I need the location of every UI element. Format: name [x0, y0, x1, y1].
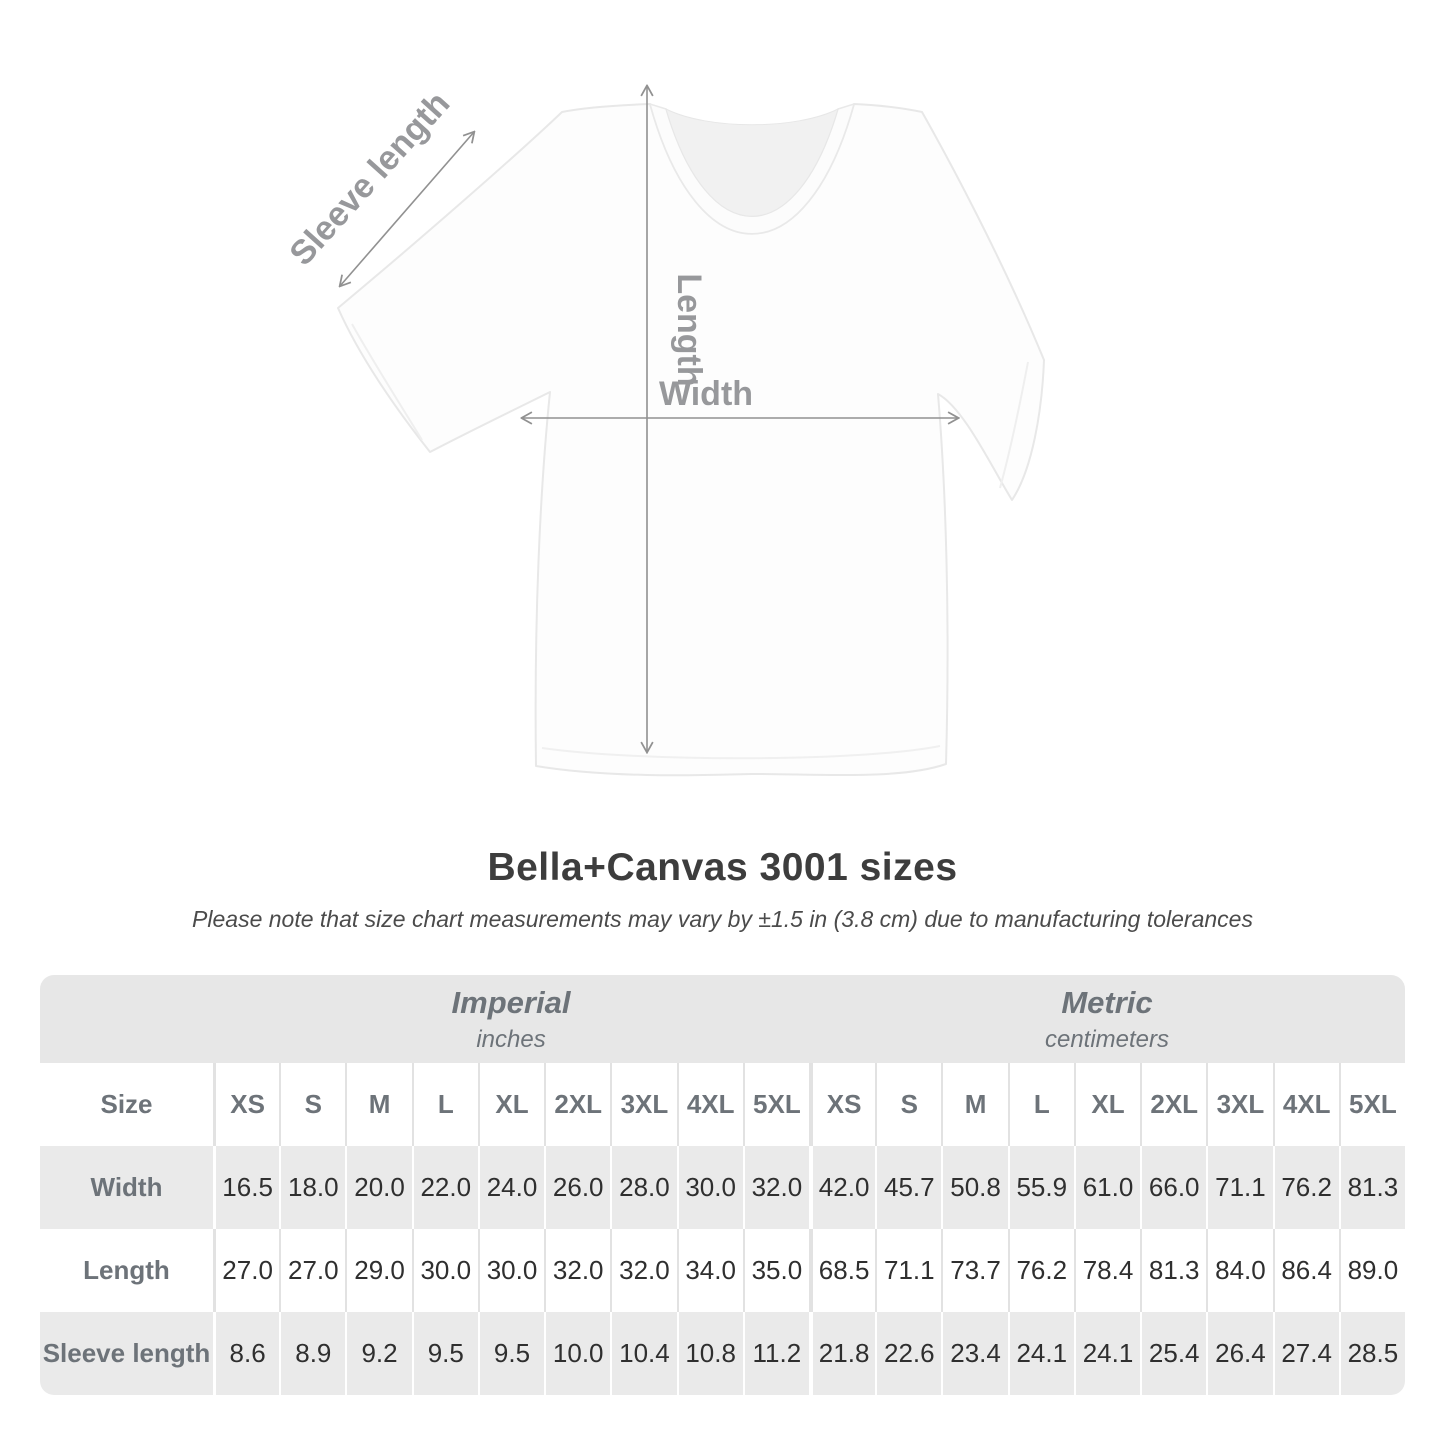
value-cell-metric: 84.0: [1206, 1229, 1272, 1312]
tshirt-graphic: [338, 104, 1044, 775]
size-col-header-imperial: XL: [478, 1063, 544, 1146]
value-cell-metric: 26.4: [1206, 1312, 1272, 1395]
value-cell-imperial: 27.0: [279, 1229, 345, 1312]
size-col-header-metric: S: [875, 1063, 941, 1146]
size-col-header-metric: 5XL: [1339, 1063, 1405, 1146]
unit-header-row: [40, 975, 1405, 1063]
size-col-header-imperial: M: [345, 1063, 411, 1146]
value-cell-imperial: 10.0: [544, 1312, 610, 1395]
size-col-header-imperial: 3XL: [610, 1063, 676, 1146]
tolerance-note: Please note that size chart measurements may vary by ±1.5 in (3.8 cm) due to manufacturing tolerances: [192, 906, 1253, 932]
value-cell-imperial: 27.0: [213, 1229, 279, 1312]
value-cell-imperial: 9.5: [412, 1312, 478, 1395]
value-cell-metric: 28.5: [1339, 1312, 1405, 1395]
title-block: [0, 846, 1445, 933]
page-title: Bella+Canvas 3001 sizes: [487, 846, 958, 889]
value-cell-imperial: 8.6: [213, 1312, 279, 1395]
sleeve-length-label: Sleeve length: [282, 84, 458, 273]
value-cell-metric: 45.7: [875, 1146, 941, 1229]
width-label: Width: [658, 375, 754, 413]
value-cell-imperial: 32.0: [544, 1229, 610, 1312]
value-cell-imperial: 20.0: [345, 1146, 411, 1229]
metric-title: Metric: [1061, 984, 1153, 1020]
value-cell-metric: 27.4: [1273, 1312, 1339, 1395]
value-cell-metric: 61.0: [1074, 1146, 1140, 1229]
size-col-header-metric: 4XL: [1273, 1063, 1339, 1146]
value-cell-metric: 89.0: [1339, 1229, 1405, 1312]
value-cell-metric: 81.3: [1140, 1229, 1206, 1312]
table-row-sizes: [40, 1063, 1405, 1146]
size-col-header-metric: XL: [1074, 1063, 1140, 1146]
value-cell-imperial: 30.0: [412, 1229, 478, 1312]
value-cell-imperial: 10.4: [610, 1312, 676, 1395]
size-col-header-imperial: S: [279, 1063, 345, 1146]
measurement-row-label: Sleeve length: [42, 1338, 211, 1368]
value-cell-metric: 78.4: [1074, 1229, 1140, 1312]
size-col-header-imperial: 2XL: [544, 1063, 610, 1146]
imperial-unit: inches: [476, 1025, 546, 1053]
value-cell-imperial: 11.2: [743, 1312, 809, 1395]
value-cell-metric: 71.1: [1206, 1146, 1272, 1229]
value-cell-imperial: 9.5: [478, 1312, 544, 1395]
imperial-header: [213, 975, 809, 1063]
value-cell-imperial: 28.0: [610, 1146, 676, 1229]
table-row-length: [40, 1229, 1405, 1312]
table-row-sleeve-length: [40, 1312, 1405, 1395]
value-cell-imperial: 26.0: [544, 1146, 610, 1229]
value-cell-metric: 71.1: [875, 1229, 941, 1312]
value-cell-metric: 24.1: [1008, 1312, 1074, 1395]
value-cell-metric: 68.5: [809, 1229, 875, 1312]
imperial-title: Imperial: [451, 984, 571, 1020]
size-col-header-imperial: 4XL: [677, 1063, 743, 1146]
metric-header: [809, 975, 1405, 1063]
metric-unit: centimeters: [1044, 1025, 1170, 1053]
table-row-width: [40, 1146, 1405, 1229]
value-cell-imperial: 24.0: [478, 1146, 544, 1229]
value-cell-metric: 25.4: [1140, 1312, 1206, 1395]
value-cell-imperial: 9.2: [345, 1312, 411, 1395]
measurement-row-label: Width: [90, 1172, 163, 1202]
value-cell-metric: 21.8: [809, 1312, 875, 1395]
value-cell-imperial: 30.0: [478, 1229, 544, 1312]
size-col-header-metric: L: [1008, 1063, 1074, 1146]
value-cell-metric: 55.9: [1008, 1146, 1074, 1229]
value-cell-imperial: 22.0: [412, 1146, 478, 1229]
size-col-header-imperial: XS: [213, 1063, 279, 1146]
value-cell-metric: 76.2: [1008, 1229, 1074, 1312]
size-col-header-metric: 2XL: [1140, 1063, 1206, 1146]
value-cell-imperial: 34.0: [677, 1229, 743, 1312]
value-cell-metric: 76.2: [1273, 1146, 1339, 1229]
value-cell-metric: 23.4: [941, 1312, 1007, 1395]
size-table: [40, 975, 1405, 1395]
value-cell-imperial: 18.0: [279, 1146, 345, 1229]
size-col-header-metric: XS: [809, 1063, 875, 1146]
value-cell-metric: 81.3: [1339, 1146, 1405, 1229]
value-cell-metric: 24.1: [1074, 1312, 1140, 1395]
value-cell-metric: 42.0: [809, 1146, 875, 1229]
value-cell-metric: 86.4: [1273, 1229, 1339, 1312]
value-cell-imperial: 29.0: [345, 1229, 411, 1312]
table-body: [40, 1063, 1405, 1395]
value-cell-metric: 66.0: [1140, 1146, 1206, 1229]
measurement-row-label: Length: [83, 1255, 170, 1285]
value-cell-metric: 50.8: [941, 1146, 1007, 1229]
length-label: Length: [670, 273, 708, 387]
value-cell-imperial: 16.5: [213, 1146, 279, 1229]
value-cell-imperial: 32.0: [743, 1146, 809, 1229]
value-cell-imperial: 10.8: [677, 1312, 743, 1395]
value-cell-imperial: 8.9: [279, 1312, 345, 1395]
size-col-header-metric: M: [941, 1063, 1007, 1146]
value-cell-metric: 22.6: [875, 1312, 941, 1395]
size-col-header-imperial: L: [412, 1063, 478, 1146]
size-col-header-imperial: 5XL: [743, 1063, 809, 1146]
corner-label: Size: [100, 1089, 153, 1119]
value-cell-imperial: 35.0: [743, 1229, 809, 1312]
value-cell-metric: 73.7: [941, 1229, 1007, 1312]
value-cell-imperial: 30.0: [677, 1146, 743, 1229]
size-col-header-metric: 3XL: [1206, 1063, 1272, 1146]
value-cell-imperial: 32.0: [610, 1229, 676, 1312]
